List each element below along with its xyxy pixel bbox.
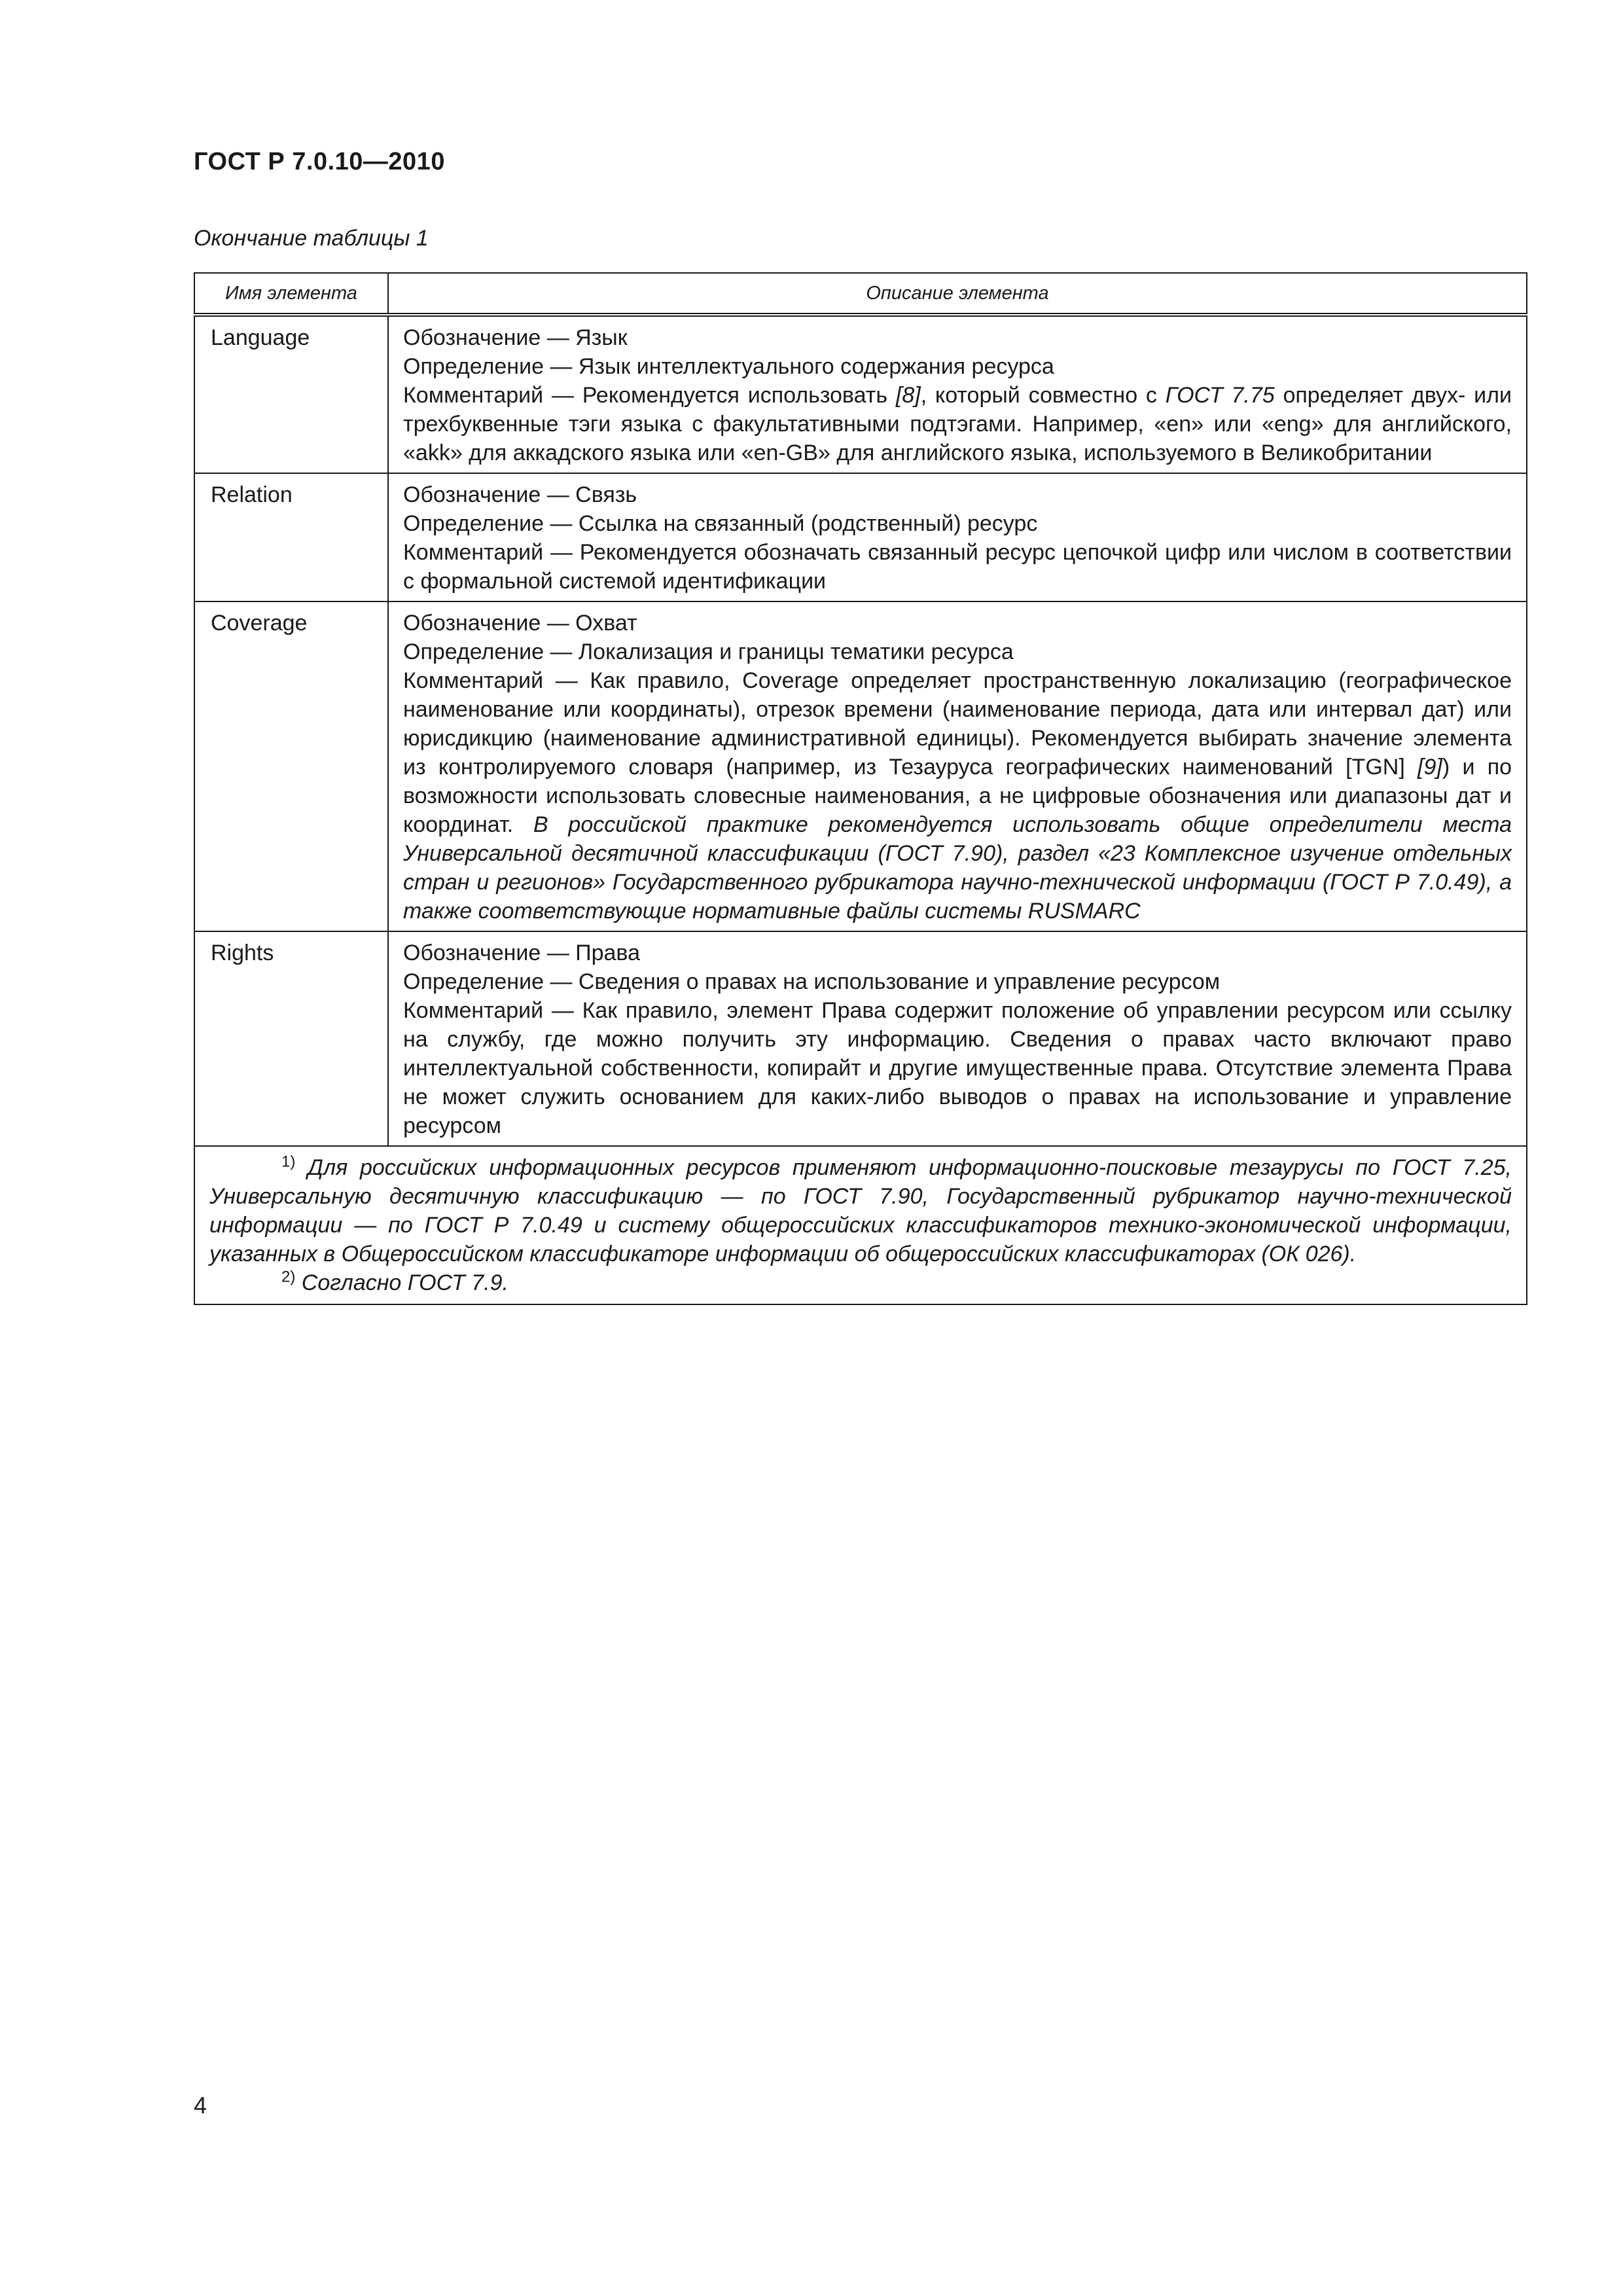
definition-text: Определение — Ссылка на связанный (родственный) ресурс	[403, 511, 1038, 536]
table-row-language	[194, 315, 1527, 473]
comment-part: Комментарий — Как правило, Coverage определяет пространственную локализацию (географическое наименование или координаты), отрезок времени (наименование периода, дата или интервал дат) или юрисдикцию (наименование административной единицы). Рекомендуется выбирать значение элемента из контролируемого словаря (например, из Тезауруса географических наименований [TGN]	[403, 668, 1512, 780]
table-row-rights	[194, 931, 1527, 1146]
comment-text	[403, 666, 1512, 925]
definition-text: Определение — Сведения о правах на использование и управление ресурсом	[403, 969, 1221, 994]
element-name: Relation	[194, 473, 388, 601]
table-footnotes	[194, 1146, 1527, 1304]
footnote-text: Согласно ГОСТ 7.9.	[295, 1270, 508, 1295]
designation-text: Обозначение — Язык	[403, 325, 628, 350]
russian-practice-note: В российской практике рекомендуется использовать общие определители места Универсальной десятичной классификации (ГОСТ 7.90), раздел «23 Комплексное изучение отдельных стран и регионов» Государственного рубрикатора научно-технической информации (ГОСТ Р 7.0.49), а также соответствующие нормативные файлы системы RUSMARC	[403, 812, 1512, 924]
element-name: Language	[194, 315, 388, 473]
page-number: 4	[194, 2092, 207, 2119]
column-header-description: Описание элемента	[388, 273, 1527, 315]
comment-text	[403, 381, 1512, 467]
designation-text: Обозначение — Связь	[403, 482, 637, 507]
comment-part: , который совместно с	[920, 383, 1166, 408]
reference-citation: [8]	[895, 383, 921, 408]
table-footnotes-row	[194, 1146, 1527, 1304]
table-row-relation	[194, 473, 1527, 601]
element-description	[388, 601, 1527, 931]
footnote-mark: 2)	[281, 1268, 296, 1286]
reference-citation: [9]	[1418, 755, 1442, 780]
comment-part: определяет двух- или трехбуквенные тэги языка с факультативными подтэгами. Например, «en» или «eng» для английского, «akk» для аккадского языка или «en-GB» для английского языка, используемого в Великобритании	[403, 383, 1512, 465]
document-header: ГОСТ Р 7.0.10—2010	[194, 148, 445, 175]
definition-text: Определение — Локализация и границы тематики ресурса	[403, 639, 1014, 664]
column-header-name: Имя элемента	[194, 273, 388, 315]
standard-citation: ГОСТ 7.75	[1165, 383, 1275, 408]
designation-text: Обозначение — Права	[403, 941, 641, 965]
comment-part: Комментарий — Рекомендуется использовать	[403, 383, 896, 408]
footnote-1	[209, 1153, 1512, 1268]
comment-text: Комментарий — Рекомендуется обозначать связанный ресурс цепочкой цифр или числом в соответствии с формальной системой идентификации	[403, 540, 1512, 594]
table-header-row	[194, 273, 1527, 315]
element-description	[388, 473, 1527, 601]
comment-part: ) и по возможности использовать словесные наименования, а не цифровые обозначения или диапазоны дат и координат.	[403, 755, 1512, 837]
footnote-mark: 1)	[281, 1153, 296, 1171]
comment-text: Комментарий — Как правило, элемент Права содержит положение об управлении ресурсом или ссылку на службу, где можно получить эту информацию. Сведения о правах часто включают право интеллектуальной собственности, копирайт и другие имущественные права. Отсутствие элемента Права не может служить основанием для каких-либо выводов о правах на использование и управление ресурсом	[403, 998, 1512, 1138]
element-name: Rights	[194, 931, 388, 1146]
table-row-coverage	[194, 601, 1527, 931]
definition-text: Определение — Язык интеллектуального содержания ресурса	[403, 354, 1054, 379]
footnote-text: Для российских информационных ресурсов применяют информационно-поисковые тезаурусы по ГОСТ 7.25, Универсальную десятичную классификацию — по ГОСТ 7.90, Государственный рубрикатор научно-технической информации — по ГОСТ Р 7.0.49 и систему общероссийских классификаторов технико-экономической информации, указанных в Общероссийском классификаторе информации об общероссийских классификаторах (ОК 026).	[209, 1155, 1512, 1266]
element-description	[388, 315, 1527, 473]
table-caption: Окончание таблицы 1	[194, 226, 429, 251]
element-name: Coverage	[194, 601, 388, 931]
elements-table	[194, 272, 1527, 1305]
designation-text: Обозначение — Охват	[403, 611, 637, 636]
element-description	[388, 931, 1527, 1146]
footnote-2	[209, 1268, 1512, 1297]
